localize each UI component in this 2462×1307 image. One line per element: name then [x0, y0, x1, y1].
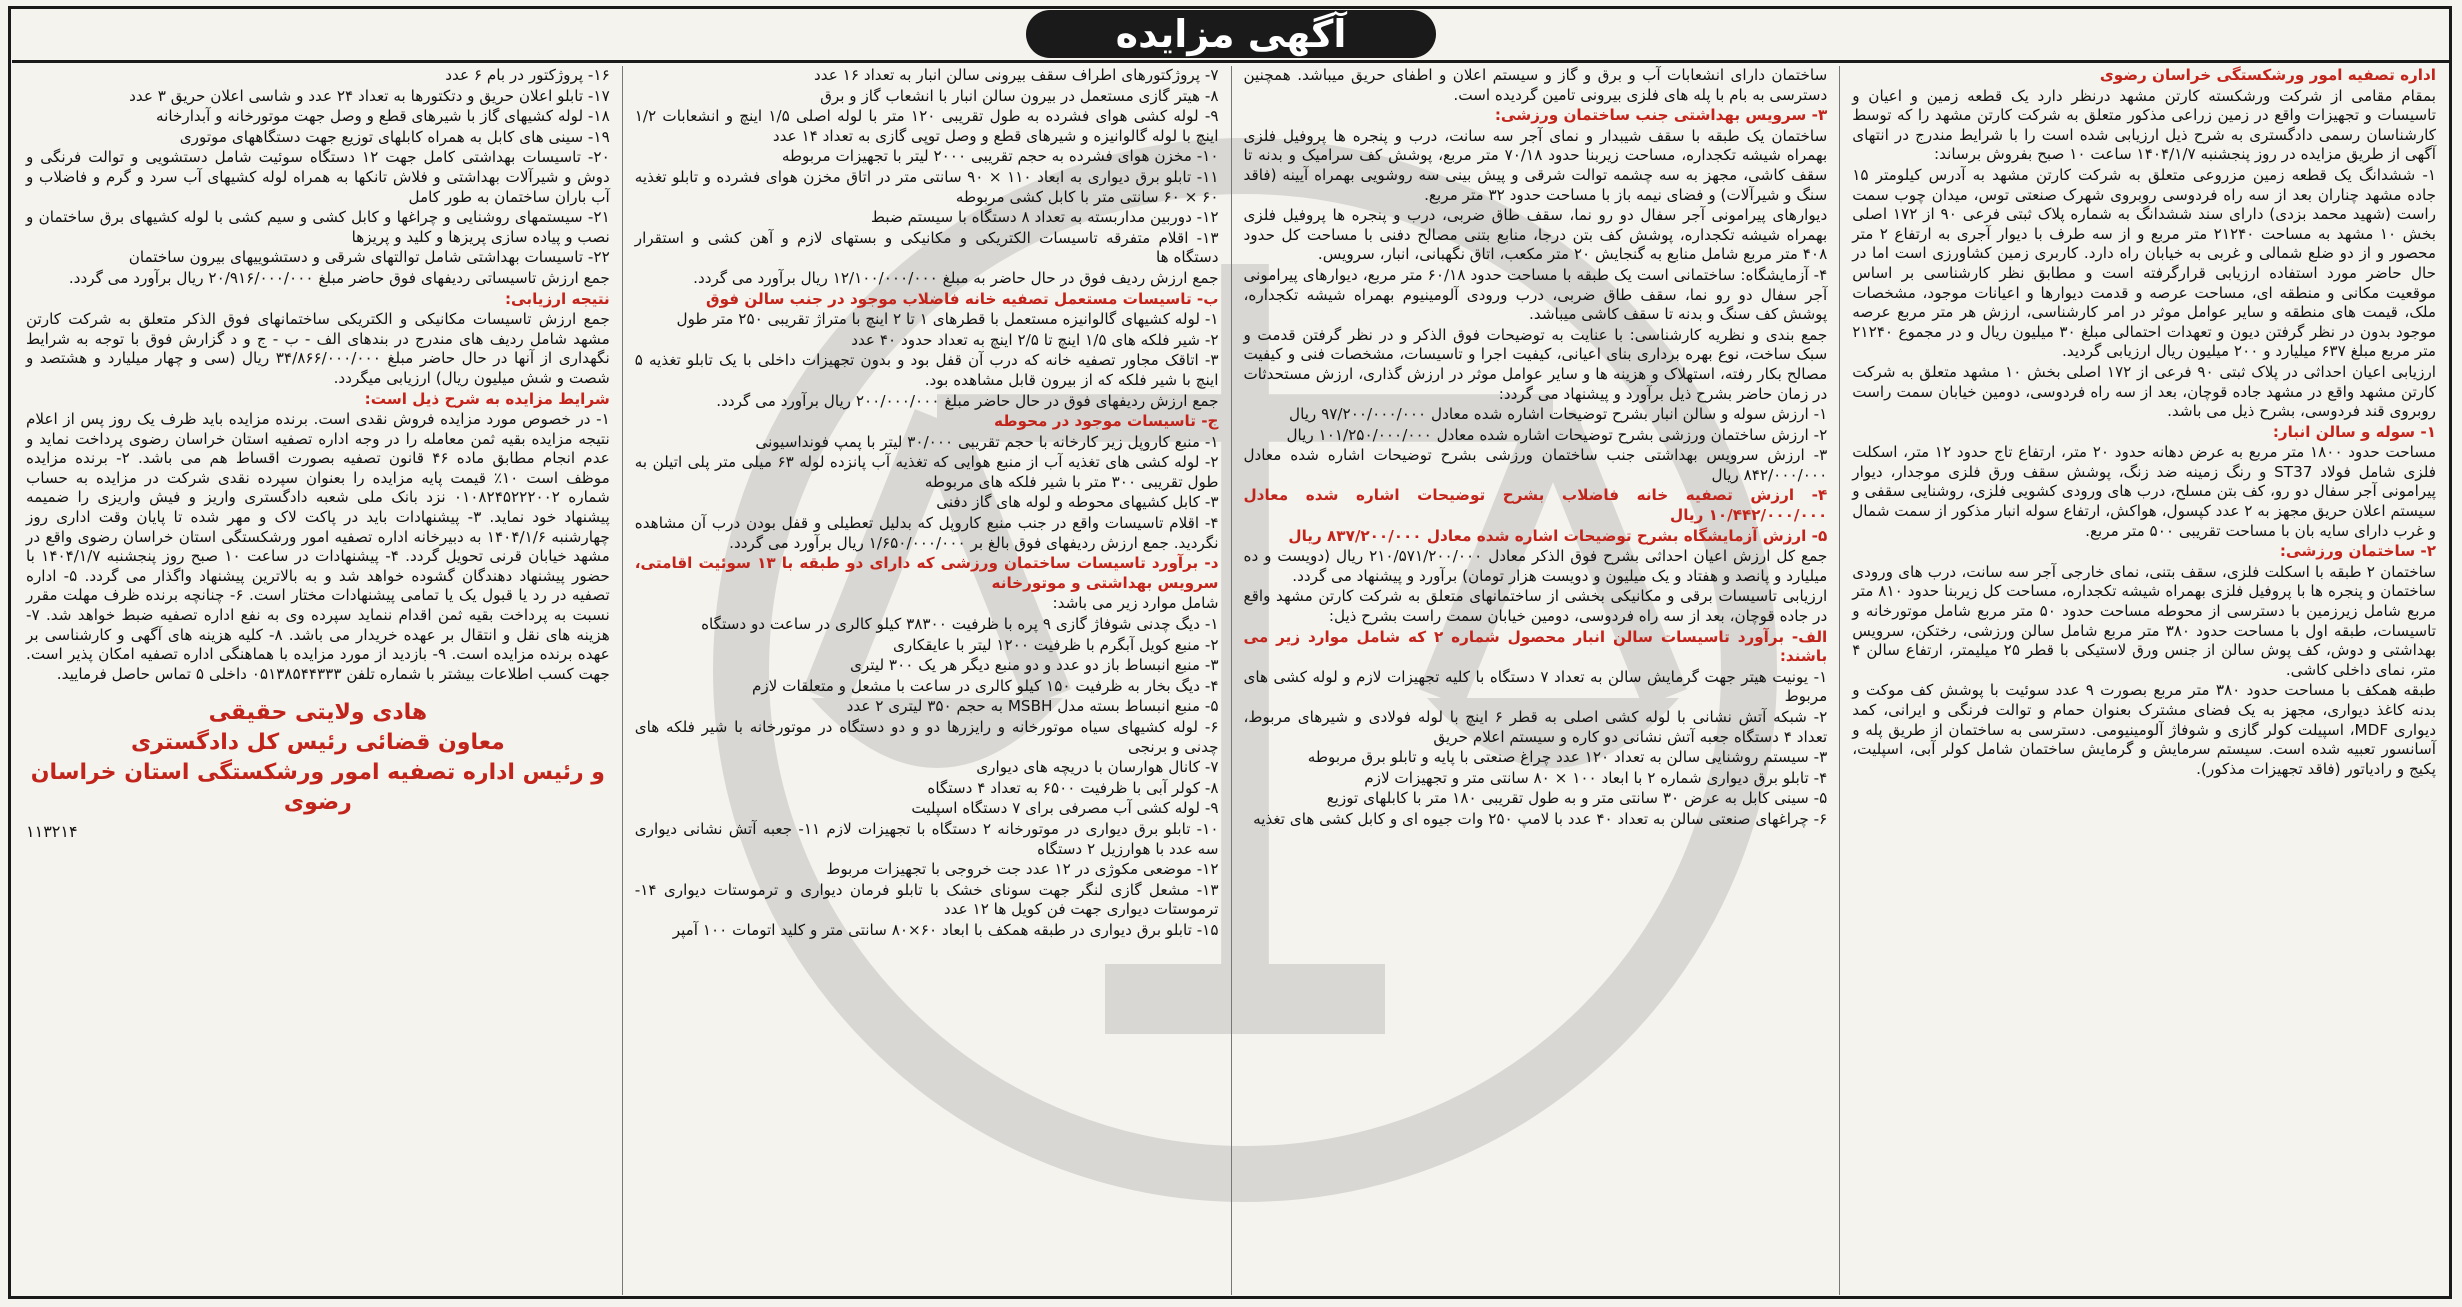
paragraph: ۸- کولر آبی با ظرفیت ۶۵۰۰ به تعداد ۴ دستگاه [927, 778, 1219, 797]
paragraph: ۱۵- تابلو برق دیواری در طبقه همکف با ابعاد ۶۰×۸۰ سانتی متر و کلید اتومات ۱۰۰ آمپر [672, 920, 1219, 939]
paragraph: ۱- منبع کاروپل زیر کارخانه با حجم تقریبی ۳۰/۰۰۰ لیتر با پمپ فونداسیونی [755, 432, 1219, 451]
paragraph: ۴- آزمایشگاه: ساختمانی است یک طبقه با مساحت حدود ۶۰/۱۸ متر مربع، دیوارهای پیرامونی آجر سفال دو رو نما، سقف طاق ضربی، درب ورودی آلومینیوم بهمراه شیشه تکجداره، پوشش کف سنگ و بدنه تا سقف کاشی میباشد. [1243, 265, 1828, 324]
paragraph: ۱۹- سینی های کابل به همراه کابلهای توزیع جهت دستگاههای موتوری [179, 127, 610, 146]
paragraph: اداره تصفیه امور ورشکستگی خراسان رضوی [2099, 66, 2436, 84]
column-2 [1231, 66, 1840, 1295]
paragraph: ۲۲- تاسیسات بهداشتی شامل توالتهای شرقی و دستشوییهای بیرون ساختمان [128, 248, 610, 267]
paragraph: ۲- شبکه آتش نشانی با لوله کشی اصلی به قطر ۶ اینچ با لوله فولادی و شیرهای مربوط، تعداد ۴ دستگاه جعبه آتش نشانی دو کاره و سیستم اعلام حریق [1243, 708, 1828, 746]
paragraph: ب- تاسیسات مستعمل تصفیه خانه فاضلاب موجود در جنب سالن فوق [706, 289, 1219, 308]
paragraph: ۵- سینی کابل به عرض ۳۰ سانتی متر و به طول تقریبی ۱۸۰ متر با کابلهای توزیع [1326, 789, 1828, 808]
paragraph: ۱۳- مشعل گازی لنگر جهت سونای خشک با تابلو فرمان دیواری و ترموستات دیواری ۱۴- ترموستات دیواری جهت فن کویل ها ۱۲ عدد [634, 880, 1219, 919]
paragraph: ۲۱- سیستمهای روشنایی و چراغها و کابل کشی و سیم کشی با لوله کشیهای برق ساختمان و نصب و پیاده سازی پریزها و کلید و پریزها [26, 208, 610, 246]
paragraph: ۲- شیر فلکه های ۱/۵ اینچ تا ۲/۵ اینچ به تعداد حدود ۴۰ عدد [851, 330, 1219, 349]
paragraph: ۶- لوله کشیهای سیاه موتورخانه و رایزرها دو و دو دستگاه در موتورخانه با شیر فلکه های چدنی و برنجی [634, 718, 1219, 756]
paragraph: ۴- تابلو برق دیواری شماره ۲ با ابعاد ۱۰۰ × ۸۰ سانتی متر و تجهیزات لازم [1364, 768, 1828, 787]
ad-header [0, 8, 2462, 60]
paragraph: مساحت حدود ۱۸۰۰ متر مربع به عرض دهانه حدود ۲۰ متر، ارتفاع تاج حدود ۱۲ متر، اسکلت فلزی شامل فولاد ST37 و رنگ زمینه ضد زنگ، پوشش سقف ورق فلزی موجدار، دیوار پیرامونی آجر سفال دو رو، کف بتن مسلح، درب های ورودی کشویی فلزی، روشنایی سقفی و سیستم اعلان حریق مجهز به ۲ عدد کپسول، هواکش، ارتفاع سوله انبار مذکور از سمت شمال و غرب دارای سایه بان با مساحت تقریبی ۵۰۰ متر مربع. [1852, 443, 2436, 540]
paragraph: ۳- سیستم روشنایی سالن به تعداد ۱۲۰ عدد چراغ صنعتی با پایه و تابلو برق مربوطه [1307, 748, 1828, 767]
paragraph: ۲- منبع کویل آبگرم با ظرفیت ۱۲۰۰ لیتر با عایقکاری [892, 635, 1219, 654]
paragraph: الف- برآورد تاسیسات سالن انبار محصول شماره ۲ که شامل موارد زیر می باشند: [1243, 627, 1828, 666]
paragraph: جمع ارزش تاسیساتی ردیفهای فوق حاضر مبلغ ۲۰/۹۱۶/۰۰۰/۰۰۰ ریال برآورد می گردد. [68, 268, 610, 287]
paragraph: د- برآورد تاسیسات ساختمان ورزشی که دارای دو طبقه با ۱۳ سوئیت اقامتی، سرویس بهداشتی و موتورخانه [634, 554, 1219, 592]
paragraph: ۱- ششدانگ یک قطعه زمین مزروعی متعلق به شرکت کارتن مشهد به آدرس کیلومتر ۱۵ جاده مشهد چناران بعد از سه راه فردوسی روبروی شهرک صنعتی توس، میدان چوب سمت راست (شهید محمد بزدی) دارای سند ششدانگ به شماره پلاک ثبتی فرعی ۹۰ از ۱۷۲ اصلی بخش ۱۰ مشهد به مساحت ۲۱۲۴۰ متر مربع و از سه طرف با دیوار آجری به ارتفاع ۲ متر محصور و از دو ضلع شمالی و غربی به خیابان راه دارد. کاربری زمین کشاورزی است اما در حال حاضر مورد استفاده ارزیابی قرارگرفته است و مطابق نظر کارشناسی بر اساس موقعیت مکانی و منطقه ای، مساحت عرصه و قدمت دیوارها و اعیانات موجود، مشخصات ملک، قیمت های منطقه و سایر عوامل موثر در امر کارشناسی، ارزش هر متر مربع عرصه موجود بدون در نظر گرفتن دیون و تعهدات احتمالی مبلغ ۳۰ میلیون ریال و در مجموع ۲۱۲۴۰ متر مربع مبلغ ۶۳۷ میلیارد و ۲۰۰ میلیون ریال ارزیابی گردید. [1852, 165, 2437, 361]
paragraph: ساختمان یک طبقه با سقف شیبدار و نمای آجر سه سانت، درب و پنجره ها پروفیل فلزی بهمراه شیشه تکجداره، مساحت زیربنا حدود ۷۰/۱۸ متر مربع، پوشش کف سرامیک و بدنه تا سقف کاشی، مجهز به سه چشمه توالت شرقی و پیش بینی سه روشویی بهمراه آیینه (فاقد سنگ و شیرآلات) و فضای نیمه باز با مساحت حدود ۳۲ متر مربع. [1243, 126, 1828, 204]
paragraph: جمع ارزش ردیفهای فوق در حال حاضر مبلغ ۲۰۰/۰۰۰/۰۰۰ ریال برآورد می گردد. [716, 391, 1219, 410]
paragraph: ۱۶- پروژکتور در بام ۶ عدد [445, 66, 610, 84]
signature-block [26, 698, 610, 818]
signature-line-1: هادی ولایتی حقیقی [208, 700, 428, 726]
paragraph: ۱- ارزش سوله و سالن انبار بشرح توضیحات اشاره شده معادل ۹۷/۲۰۰/۰۰۰/۰۰۰ ریال [1289, 405, 1828, 424]
paragraph: ۳- اتاقک مجاور تصفیه خانه که درب آن قفل بود و بدون تجهیزات داخلی با یک تابلو تغذیه ۵ اینچ با شیر فلکه که از بیرون قابل مشاهده بود. [634, 351, 1219, 389]
paragraph: جمع کل ارزش اعیان احداثی بشرح فوق الذکر معادل ۲۱۰/۵۷۱/۲۰۰/۰۰۰ ریال (دویست و ده میلیارد و پانصد و هفتاد و یک میلیون و دویست هزار تومان) برآورد و پیشنهاد می گردد. [1243, 547, 1828, 585]
paragraph: طبقه همکف با مساحت حدود ۳۸۰ متر مربع بصورت ۹ عدد سوئیت با پوشش کف موکت و بدنه کاغذ دیواری، مجهز به یک فضای مشترک بعنوان حمام و توالت فرنگی و ایرانی، کمد دیواری MDF، اسپیلت کولر گازی و شوفاژ آلومینیومی. دسترسی به ساختمان از طریق پله و آسانسور تعبیه شده است. سیستم سرمایش و گرمایش ساختمان شامل کولر آبی، اسپلیت، پکیج و رادیاتور (فاقد تجهیزات مذکور). [1852, 681, 2437, 778]
paragraph: ۹- لوله کشی آب مصرفی برای ۷ دستگاه اسپلیت [911, 799, 1219, 818]
paragraph: نتیجه ارزیابی: [504, 289, 610, 308]
paragraph: ۹- لوله کشی هوای فشرده به طول تقریبی ۱۲۰ متر با لوله اصلی ۱/۵ اینچ و انشعابات ۱/۲ اینچ با لوله گالوانیزه و شیرهای قطع و وصل توپی گازی به تعداد ۱۴ عدد [634, 107, 1219, 145]
paragraph: ۱۱- تابلو برق دیواری به ابعاد ۱۱۰ × ۹۰ سانتی متر در اتاق مخزن هوای فشرده و تابلو تغذیه ۶۰ × ۶۰ سانتی متر با کابل کشی مربوطه [634, 167, 1219, 206]
paragraph: ۱۲- موضعی مکوژی در ۱۲ عدد جت خروجی با تجهیزات مربوط [826, 860, 1219, 879]
paragraph: بمقام مقامی از شرکت ورشکسته کارتن مشهد درنظر دارد یک قطعه زمین و اعیان و تاسیسات و تجهیزات واقع در زمین زراعی مذکور متعلق به شرکت کارتن مشهد را که توسط کارشناسان رسمی دادگستری به شرح ذیل ارزیابی شده است را با شرایط مندرج در انتهای آگهی از طریق مزایده در روز پنجشنبه ۱۴۰۴/۱/۷ ساعت ۱۰ صبح بفروش برساند: [1852, 86, 2436, 164]
paragraph: ج- تاسیسات موجود در محوطه [994, 412, 1219, 431]
header-divider [12, 60, 2450, 63]
paragraph: ارزیابی اعیان احداثی در پلاک ثبتی ۹۰ فرعی از ۱۷۲ اصلی بخش ۱۰ مشهد متعلق به شرکت کارتن مشهد واقع در مشهد جاده قوچان، بعد از سه راه فردوسی، دومین خیابان سمت راست روبروی قند فردوسی، بشرح ذیل می باشد. [1852, 362, 2437, 421]
paragraph: ۲- ساختمان ورزشی: [2279, 542, 2436, 561]
paragraph: ۲- ارزش ساختمان ورزشی بشرح توضیحات اشاره شده معادل ۱۰۱/۲۵۰/۰۰۰/۰۰۰ ریال [1286, 425, 1828, 444]
paragraph: شامل موارد زیر می باشد: [1052, 594, 1219, 613]
column-3 [622, 66, 1231, 1295]
paragraph: جمع ارزش ردیف فوق در حال حاضر به مبلغ ۱۲/۱۰۰/۰۰۰/۰۰۰ ریال برآورد می گردد. [693, 268, 1219, 287]
paragraph: ۳- منبع انبساط باز دو عدد و دو منبع دیگر هر یک ۳۰۰ لیتری [850, 656, 1219, 675]
paragraph: ۱۷- تابلو اعلان حریق و دتکتورها به تعداد ۲۴ عدد و شاسی اعلان حریق ۳ عدد [129, 86, 610, 105]
paragraph: ۱- لوله کشیهای گالوانیزه مستعمل با قطرهای ۱ تا ۲ اینچ با متراژ تقریبی ۲۵۰ متر طول [676, 310, 1219, 329]
paragraph: ۵- ارزش آزمایشگاه بشرح توضیحات اشاره شده معادل ۸۳۷/۲۰۰/۰۰۰ ریال [1288, 526, 1828, 545]
paragraph: ۷- کانال هوارسان با دریچه های دیواری [976, 758, 1219, 777]
paragraph: شرایط مزایده به شرح ذیل است: [364, 389, 610, 408]
paragraph: ۳- کابل کشیهای محوطه و لوله های گاز دفنی [936, 493, 1219, 512]
paragraph: ساختمان ۲ طبقه با اسکلت فلزی، سقف بتنی، نمای خارجی آجر سه سانت، درب های ورودی ساختمان و پنجره ها با پروفیل فلزی بهمراه شیشه تکجداره، مساحت کل زیربنا حدود ۸۱۰ متر مربع شامل زیرزمین با دسترسی از محوطه مساحت حدود ۵۰ متر مربع شامل موتورخانه و تاسیسات، طبقه اول با مساحت حدود ۳۸۰ متر مربع شامل سالن ورزشی، رختکن، سرویس بهداشتی و دوش، کف پوش سالن از جنس ورق لاستیکی با قطر ۲۵ میلیمتر، ارتفاع سالن ۴ متر، نمای داخلی کاشی. [1852, 562, 2436, 679]
paragraph: ۶- چراغهای صنعتی سالن به تعداد ۴۰ عدد با لامپ ۲۵۰ وات جیوه ای و کابل کشی های تغذیه [1253, 809, 1828, 828]
paragraph: ۱- سوله و سالن انبار: [2272, 422, 2436, 441]
ad-code: ۱۱۳۲۱۴ [26, 822, 78, 842]
paragraph: ارزیابی تاسیسات برقی و مکانیکی بخشی از ساختمانهای متعلق به شرکت کارتن مشهد واقع در جاده قوچان، بعد از سه راه فردوسی، دومین خیابان سمت راست بشرح ذیل: [1243, 587, 1828, 626]
paragraph: ۱۲- دوربین مداربسته به تعداد ۸ دستگاه با سیستم ضبط [870, 208, 1219, 227]
paragraph: جمع ارزش تاسیسات مکانیکی و الکتریکی ساختمانهای فوق الذکر متعلق به شرکت کارتن مشهد شامل ردیف های مندرج در بندهای الف - ب - ج و د گزارش فوق با توجه به شرایط نگهداری از آنها در حال حاضر مبلغ ۳۴/۸۶۶/۰۰۰/۰۰۰ ریال (سی و چهار میلیارد و هشتصد و شصت و شش میلیون ریال) ارزیابی میگردد. [26, 310, 610, 387]
column-4 [14, 66, 622, 1295]
paragraph: ۵- منبع انبساط بسته مدل MSBH به حجم ۳۵۰ لیتری ۲ عدد [846, 697, 1219, 716]
paragraph: ۴- اقلام تاسیسات واقع در جنب منبع کاروپل که بدلیل تعطیلی و قفل بودن درب آن مشاهده نگردید. جمع ارزش ردیفهای فوق بالغ بر ۱/۶۵۰/۰۰۰/۰۰۰ ریال برآورد می گردد. [634, 514, 1219, 552]
paragraph: ۳- سرویس بهداشتی جنب ساختمان ورزشی: [1494, 106, 1828, 125]
paragraph: ۲- لوله کشی های تغذیه آب از منبع هوایی که تغذیه آب پانزده لوله ۶۳ میلی متر پلی اتیلن به طول تقریبی ۳۰۰ متر با شیر فلکه های مربوطه [634, 453, 1219, 491]
signature-line-2: معاون قضائی رئیس کل دادگستری [130, 730, 505, 756]
paragraph: ۱- در خصوص مورد مزایده فروش نقدی است. برنده مزایده باید ظرف یک روز پس از اعلام نتیجه مزایده بقیه ثمن معامله را در وجه اداره تصفیه استان خراسان رضوی پرداخت نماید و عدم انجام مطابق ماده ۴۶ قانون تصفیه بصورت اقساط هم می باشد. ۲- برنده مزایده موظف است ۱۰٪ قیمت پایه مزایده را بعنوان سپرده نقدی شرکت در مزایده به حساب شماره ۰۱۰۸۲۴۵۲۲۲۰۰۲ نزد بانک ملی شعبه دادگستری واریز و فیش واریزی را ضمیمه پیشنهاد خود نماید. ۳- پیشنهادات باید در پاکت لاک و مهر شده تا پایان وقت اداری روز چهارشنبه ۱۴۰۴/۱/۶ به دبیرخانه اداره تصفیه امور ورشکستگی استان خراسان رضوی واقع در مشهد خیابان قرنی تحویل گردد. ۴- پیشنهادات در ساعت ۱۰ صبح روز پنجشنبه ۱۴۰۴/۱/۷ با حضور پیشنهاد دهندگان گشوده خواهد شد و به بالاترین پیشنهاد واگذار می گردد. ۵- اداره تصفیه در رد یا قبول یک یا تمامی پیشنهادات مختار است. ۶- چنانچه برنده ظرف مهلت مقرر نسبت به پرداخت بقیه ثمن اقدام ننماید سپرده وی به نفع اداره تصفیه ضبط خواهد شد. ۷- هزینه های نقل و انتقال بر عهده خریدار می باشد. ۸- کلیه هزینه های آگهی و کارشناسی بر عهده برنده مزایده است. ۹- بازدید از مورد مزایده با هماهنگی اداره تصفیه امکان پذیر است. جهت کسب اطلاعات بیشتر با شماره تلفن ۰۵۱۳۸۵۴۴۳۳۳ داخلی ۵ تماس حاصل فرمایید. [26, 410, 610, 683]
paragraph: ۱۰- مخزن هوای فشرده به حجم تقریبی ۲۰۰۰ لیتر با تجهیزات مربوطه [781, 147, 1219, 166]
paragraph: ۳- ارزش سرویس بهداشتی جنب ساختمان ورزشی بشرح توضیحات اشاره شده معادل ۸۴۲/۰۰۰/۰۰۰ ریال [1243, 446, 1828, 484]
paragraph: ۱- یونیت هیتر جهت گرمایش سالن به تعداد ۷ دستگاه با کلیه تجهیزات لازم و لوله کشی های مربوط [1243, 667, 1828, 706]
paragraph: ۸- هیتر گازی مستعمل در بیرون سالن انبار با انشعاب گاز و برق [820, 86, 1219, 105]
signature-line-3: و رئیس اداره تصفیه امور ورشکستگی استان خراسان رضوی [30, 760, 605, 816]
column-1 [1839, 66, 2448, 1295]
paragraph: ۱- دیگ چدنی شوفاژ گازی ۹ پره با ظرفیت ۳۸۳۰۰ کیلو کالری در ساعت دو دستگاه [701, 615, 1219, 634]
paragraph: ساختمان دارای انشعابات آب و برق و گاز و سیستم اعلان و اطفای حریق میباشد. همچنین دسترسی به بام با پله های فلزی بیرونی تامین گردیده است. [1243, 66, 1828, 104]
paragraph: ۱۸- لوله کشیهای گاز با شیرهای قطع و وصل جهت موتورخانه و آبدارخانه [155, 107, 610, 126]
paragraph: ۴- دیگ بخار به ظرفیت ۱۵۰ کیلو کالری در ساعت با مشعل و متعلقات لازم [751, 676, 1219, 695]
paragraph: ۲۰- تاسیسات بهداشتی کامل جهت ۱۲ دستگاه سوئیت شامل دستشویی و توالت فرنگی و دوش و شیرآلات بهداشتی و فلاش تانکها به همراه لوله کشیهای آب سرد و گرم و فاضلاب و آب باران ساختمان به طور کامل [26, 148, 610, 206]
paragraph: ۷- پروژکتورهای اطراف سقف بیرونی سالن انبار به تعداد ۱۶ عدد [814, 66, 1219, 84]
paragraph: ۱۳- اقلام متفرقه تاسیسات الکتریکی و مکانیکی و بستهای لازم و آهن کشی و استقرار دستگاه ها [634, 228, 1219, 267]
article-columns [14, 66, 2448, 1295]
column-4-body [26, 66, 610, 684]
paragraph: ۱۰- تابلو برق دیواری در موتورخانه ۲ دستگاه با تجهیزات لازم ۱۱- جعبه آتش نشانی دیواری سه عدد با هوارزیل ۲ دستگاه [634, 819, 1219, 858]
ad-title: آگهی مزایده [1026, 10, 1437, 58]
paragraph: دیوارهای پیرامونی آجر سفال دو رو نما، سقف طاق ضربی، درب و پنجره ها پروفیل فلزی بهمراه شیشه تکجداره، پوشش کف بتن درجا، منابع بتنی مصالح دفنی با مساحت کل حدود ۴۰۸ متر مربع شامل منابع به گنجایش ۲۰ متر مکعب، اتاق نگهبانی، انبار، سرویس. [1243, 206, 1828, 264]
paragraph: ۴- ارزش تصفیه خانه فاضلاب بشرح توضیحات اشاره شده معادل ۱۰/۴۴۲/۰۰۰/۰۰۰ ریال [1243, 486, 1828, 525]
paragraph: جمع بندی و نظریه کارشناسی: با عنایت به توضیحات فوق الذکر و در نظر گرفتن قدمت و سبک ساخت، نوع بهره برداری بنای اعیانی، کیفیت اجرا و تاسیسات، مشخصات فنی و کیفیت مصالح بکار رفته، استهلاک و هزینه ها و سایر عوامل موثر در ارزش گذاری، ارزش مستحدثات در زمان حاضر بشرح ذیل برآورد و پیشنهاد می گردد: [1243, 325, 1828, 403]
